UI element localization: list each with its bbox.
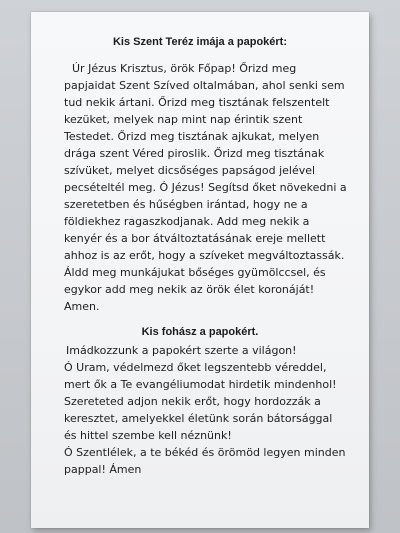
fohasz-line: Ó Szentlélek, a te békéd és örömöd legyen minden xyxy=(64,446,346,459)
prayer-line: szeretetben és hűségben irántad, hogy ne a xyxy=(64,198,308,211)
prayer-line: tud nekik ártani. Őrizd meg tisztának felszentelt xyxy=(64,96,330,109)
prayer-line: kezüket, melyek nap mint nap érintik szent xyxy=(64,113,303,126)
prayer-line: szívüket, melyet dicsőséges papságod jelével xyxy=(64,164,316,177)
fohasz-line: Szereteted adjon nekik erőt, hogy hordozzák a xyxy=(64,395,321,408)
prayer-card xyxy=(31,12,369,528)
fohasz-line: mert ők a Te evangéliumodat hirdetik mindenhol! xyxy=(64,378,337,391)
fohasz-line: Imádkozzunk a papokért szerte a világon! xyxy=(66,344,297,357)
prayer-line: papjaidat Szent Szíved oltalmában, ahol senki sem xyxy=(64,79,345,92)
prayer-line: egykor add meg nekik az örök élet koronáját! xyxy=(64,283,315,296)
prayer-line: földiekhez ragaszkodjanak. Add meg nekik a xyxy=(64,215,310,228)
prayer-line: Úr Jézus Krisztus, örök Főpap! Őrizd meg xyxy=(72,62,297,75)
prayer-line: Testedet. Őrizd meg tisztának ajkukat, melyen xyxy=(64,130,320,143)
prayer-line: Amen. xyxy=(64,300,100,313)
fohasz-line: keresztet, amelyekkel életünk során bátorsággal xyxy=(64,412,333,425)
fohasz-line: pappal! Ámen xyxy=(64,463,142,476)
prayer-line: Áldd meg munkájukat bőséges gyümölccsel, és xyxy=(64,266,326,279)
prayer-line: ahhoz is az erőt, hogy a szíveket megváltoztassák. xyxy=(64,249,345,262)
fohasz-line: és hittel szembe kell néznünk! xyxy=(64,429,232,442)
fohasz-title: Kis fohász a papokért. xyxy=(141,326,259,338)
prayer-line: drága szent Véred piroslik. Őrizd meg tisztának xyxy=(64,147,325,160)
prayer-title: Kis Szent Teréz imája a papokért: xyxy=(112,36,288,48)
prayer-line: pecsételtél meg. Ó Jézus! Segítsd őket növekedni a xyxy=(64,181,347,194)
fohasz-line: Ó Uram, védelmezd őket legszentebb véreddel, xyxy=(64,361,327,374)
prayer-line: kenyér és a bor átváltoztatásának ereje mellett xyxy=(64,232,326,245)
